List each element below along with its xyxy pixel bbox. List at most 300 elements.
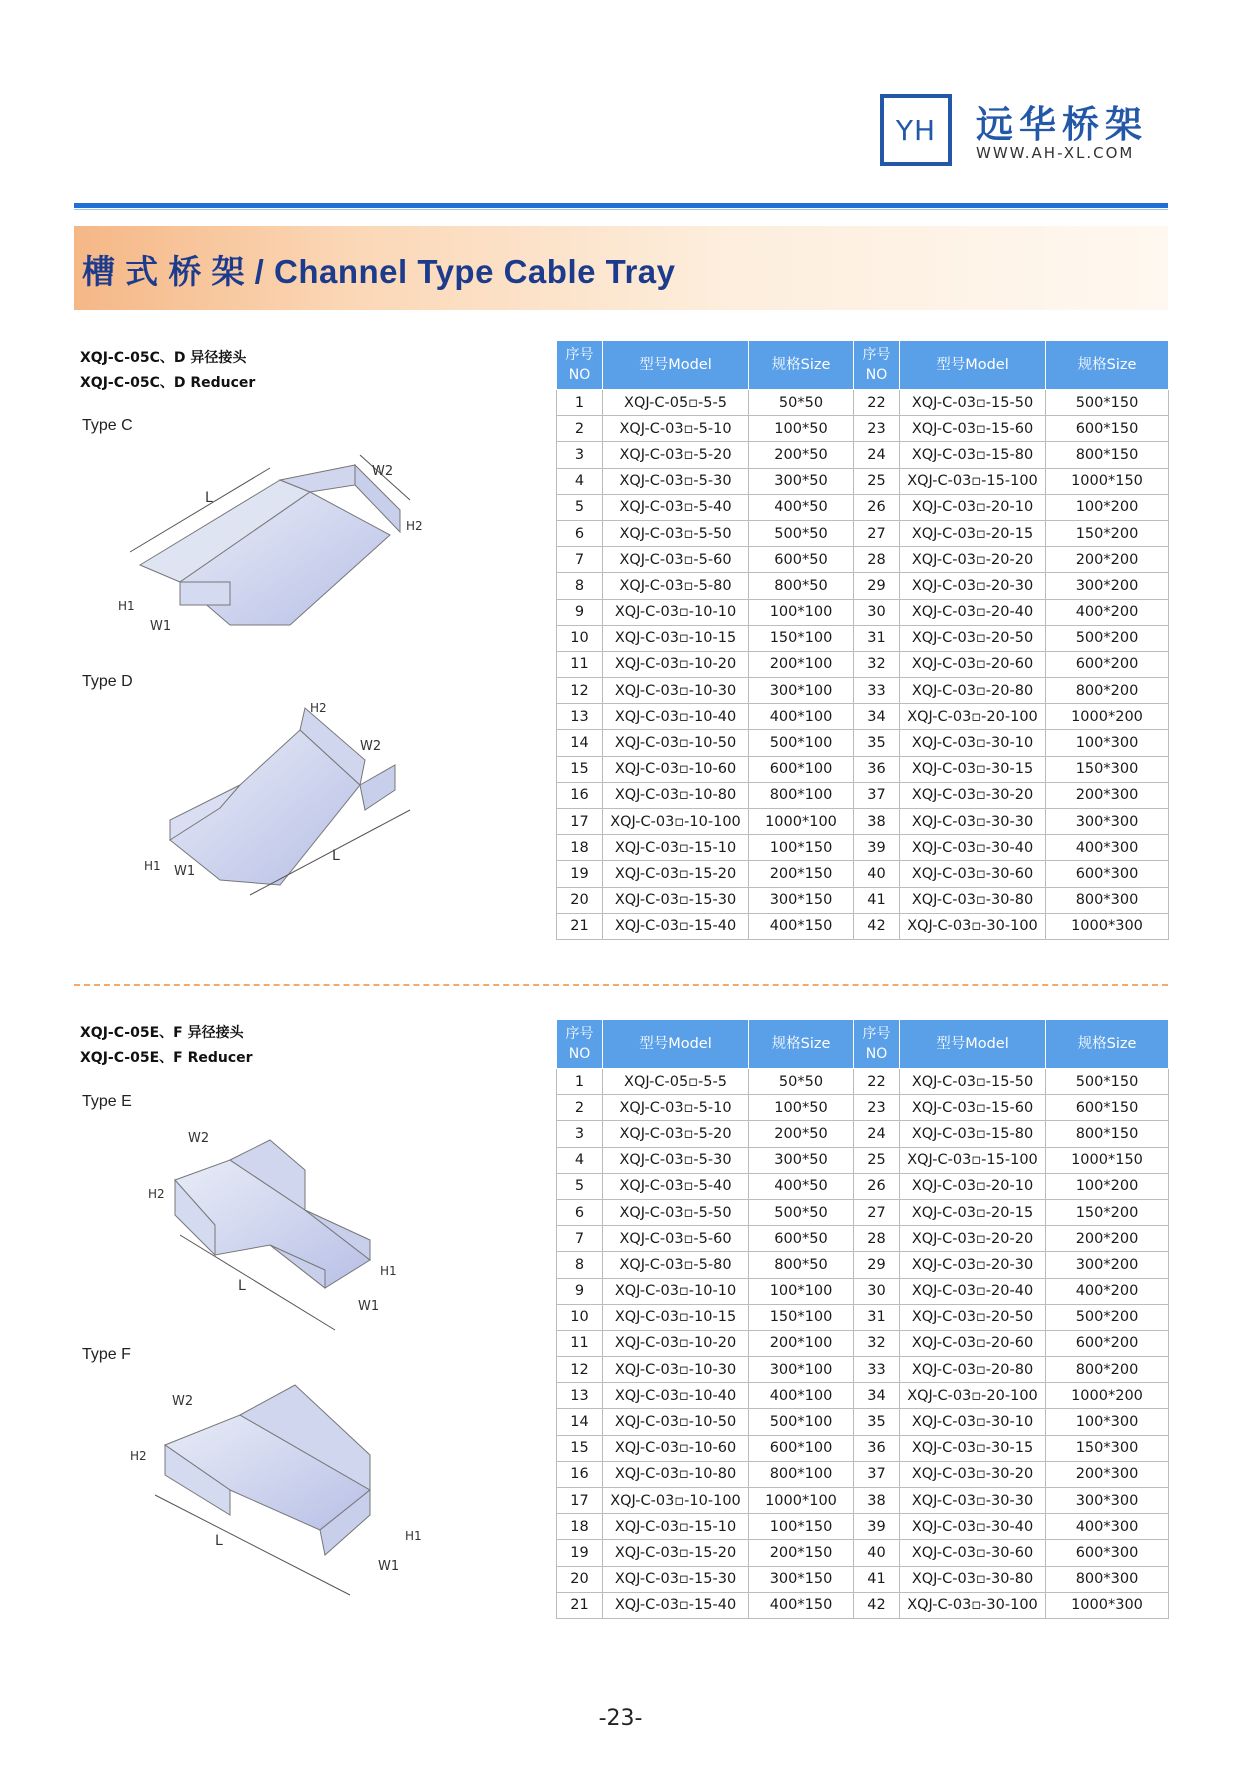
dim-L-label: L	[215, 1533, 223, 1549]
col-no-en: NO	[865, 367, 888, 383]
cell-model: XQJ-C-03▫-30-40	[900, 835, 1046, 861]
cell-size: 100*100	[749, 1278, 854, 1304]
cell-size: 800*150	[1046, 442, 1169, 468]
cell-no: 20	[557, 1566, 603, 1592]
cell-model: XQJ-C-03▫-15-40	[603, 913, 749, 939]
dim-W2-label: W2	[372, 464, 394, 479]
cell-size: 100*50	[749, 416, 854, 442]
cell-no: 12	[557, 678, 603, 704]
cell-size: 800*100	[749, 782, 854, 808]
cell-no: 23	[854, 416, 900, 442]
col-size: 规格Size	[749, 1020, 854, 1069]
cell-no: 37	[854, 782, 900, 808]
cell-model: XQJ-C-03▫-15-60	[900, 1095, 1046, 1121]
table-row	[557, 468, 1169, 494]
cell-no: 18	[557, 1514, 603, 1540]
cell-size: 800*300	[1046, 887, 1169, 913]
cell-model: XQJ-C-03▫-10-100	[603, 809, 749, 835]
cell-size: 200*50	[749, 442, 854, 468]
cell-no: 6	[557, 1199, 603, 1225]
cell-no: 28	[854, 547, 900, 573]
table-row	[557, 861, 1169, 887]
cell-no: 21	[557, 913, 603, 939]
cell-size: 100*50	[749, 1095, 854, 1121]
cell-size: 600*200	[1046, 651, 1169, 677]
cell-no: 9	[557, 599, 603, 625]
cell-model: XQJ-C-03▫-10-80	[603, 782, 749, 808]
dim-H1-label: H1	[118, 599, 135, 613]
cell-no: 16	[557, 1461, 603, 1487]
cell-size: 400*100	[749, 1383, 854, 1409]
dim-L-label: L	[238, 1278, 246, 1294]
dim-H2-label: H2	[130, 1449, 147, 1463]
dim-W2-label: W2	[188, 1131, 210, 1146]
cell-no: 17	[557, 809, 603, 835]
cell-model: XQJ-C-03▫-30-30	[900, 809, 1046, 835]
cell-model: XQJ-C-03▫-20-30	[900, 1252, 1046, 1278]
cell-model: XQJ-C-03▫-10-10	[603, 1278, 749, 1304]
cell-size: 200*200	[1046, 1226, 1169, 1252]
cell-no: 12	[557, 1357, 603, 1383]
table-row	[557, 887, 1169, 913]
table-row	[557, 1226, 1169, 1252]
cell-no: 41	[854, 1566, 900, 1592]
cell-size: 800*50	[749, 1252, 854, 1278]
dim-W1-label: W1	[378, 1559, 400, 1574]
cell-size: 500*150	[1046, 1069, 1169, 1095]
cell-model: XQJ-C-03▫-15-30	[603, 1566, 749, 1592]
cell-model: XQJ-C-03▫-20-80	[900, 678, 1046, 704]
cell-model: XQJ-C-03▫-15-100	[900, 1147, 1046, 1173]
table-row	[557, 756, 1169, 782]
dim-H2-label: H2	[406, 519, 423, 533]
cell-model: XQJ-C-05▫-5-5	[603, 1069, 749, 1095]
logo-mark	[880, 94, 952, 166]
header-rule-thin	[74, 209, 1168, 210]
cell-size: 400*200	[1046, 1278, 1169, 1304]
col-size: 规格Size	[1046, 1020, 1169, 1069]
cell-model: XQJ-C-03▫-5-20	[603, 1121, 749, 1147]
cell-size: 300*300	[1046, 1488, 1169, 1514]
cell-size: 200*100	[749, 1330, 854, 1356]
cell-no: 30	[854, 1278, 900, 1304]
cell-size: 300*200	[1046, 573, 1169, 599]
table-row	[557, 704, 1169, 730]
cell-size: 300*50	[749, 1147, 854, 1173]
cell-size: 1000*300	[1046, 1592, 1169, 1618]
cell-size: 200*300	[1046, 1461, 1169, 1487]
cell-no: 35	[854, 730, 900, 756]
table-row	[557, 1199, 1169, 1225]
cell-model: XQJ-C-03▫-5-20	[603, 442, 749, 468]
cell-no: 37	[854, 1461, 900, 1487]
cell-no: 8	[557, 573, 603, 599]
cell-no: 18	[557, 835, 603, 861]
cell-no: 14	[557, 730, 603, 756]
cell-size: 400*50	[749, 1173, 854, 1199]
cell-size: 600*100	[749, 756, 854, 782]
cell-size: 150*200	[1046, 1199, 1169, 1225]
dim-W1-label: W1	[174, 864, 196, 879]
cell-model: XQJ-C-03▫-10-30	[603, 678, 749, 704]
cell-model: XQJ-C-03▫-15-20	[603, 861, 749, 887]
cell-model: XQJ-C-03▫-10-40	[603, 704, 749, 730]
cell-size: 1000*100	[749, 1488, 854, 1514]
table-row	[557, 625, 1169, 651]
cell-model: XQJ-C-03▫-20-100	[900, 704, 1046, 730]
cell-size: 400*100	[749, 704, 854, 730]
cell-model: XQJ-C-03▫-10-20	[603, 651, 749, 677]
col-model: 型号Model	[900, 341, 1046, 390]
table-row	[557, 1173, 1169, 1199]
cell-no: 15	[557, 1435, 603, 1461]
section1-heading-en: XQJ-C-05C、D Reducer	[80, 375, 256, 391]
cell-size: 300*150	[749, 1566, 854, 1592]
cell-model: XQJ-C-03▫-20-15	[900, 1199, 1046, 1225]
cell-model: XQJ-C-03▫-15-20	[603, 1540, 749, 1566]
cell-model: XQJ-C-03▫-5-30	[603, 468, 749, 494]
cell-size: 500*50	[749, 1199, 854, 1225]
table-row	[557, 573, 1169, 599]
cell-model: XQJ-C-03▫-10-50	[603, 730, 749, 756]
cell-no: 11	[557, 651, 603, 677]
cell-size: 150*300	[1046, 1435, 1169, 1461]
cell-no: 7	[557, 1226, 603, 1252]
type-c-label: Type C	[82, 417, 133, 434]
cell-model: XQJ-C-03▫-5-10	[603, 416, 749, 442]
title-band	[74, 226, 1168, 310]
col-no	[854, 1020, 900, 1069]
cell-model: XQJ-C-03▫-15-80	[900, 1121, 1046, 1147]
cell-model: XQJ-C-03▫-5-40	[603, 494, 749, 520]
dim-H2-label: H2	[310, 701, 327, 715]
cell-no: 26	[854, 1173, 900, 1199]
dim-W2-label: W2	[360, 739, 382, 754]
section2-heading-cn: XQJ-C-05E、F 异径接头	[80, 1025, 244, 1041]
cell-model: XQJ-C-03▫-20-60	[900, 651, 1046, 677]
cell-size: 300*200	[1046, 1252, 1169, 1278]
cell-size: 150*300	[1046, 756, 1169, 782]
cell-size: 800*50	[749, 573, 854, 599]
cell-model: XQJ-C-03▫-30-10	[900, 730, 1046, 756]
cell-no: 25	[854, 468, 900, 494]
col-no-cn: 序号	[565, 1026, 594, 1042]
cell-model: XQJ-C-03▫-20-20	[900, 1226, 1046, 1252]
cell-size: 1000*150	[1046, 1147, 1169, 1173]
table-row	[557, 913, 1169, 939]
table-row	[557, 1461, 1169, 1487]
col-size: 规格Size	[1046, 341, 1169, 390]
table-row	[557, 390, 1169, 416]
type-d-label: Type D	[82, 673, 133, 690]
section1-heading-cn: XQJ-C-05C、D 异径接头	[80, 350, 247, 366]
cell-model: XQJ-C-03▫-20-50	[900, 1304, 1046, 1330]
cell-no: 8	[557, 1252, 603, 1278]
dim-H1-label: H1	[405, 1529, 422, 1543]
table-row	[557, 520, 1169, 546]
table-row	[557, 547, 1169, 573]
cell-model: XQJ-C-03▫-30-100	[900, 1592, 1046, 1618]
cell-model: XQJ-C-03▫-5-60	[603, 547, 749, 573]
cell-size: 100*300	[1046, 730, 1169, 756]
cell-size: 200*50	[749, 1121, 854, 1147]
cell-no: 30	[854, 599, 900, 625]
cell-model: XQJ-C-03▫-10-50	[603, 1409, 749, 1435]
type-f-diagram	[120, 1365, 430, 1600]
type-d-diagram	[130, 690, 430, 905]
cell-no: 2	[557, 416, 603, 442]
table-row	[557, 599, 1169, 625]
cell-size: 600*200	[1046, 1330, 1169, 1356]
cell-size: 800*150	[1046, 1121, 1169, 1147]
cell-model: XQJ-C-03▫-30-30	[900, 1488, 1046, 1514]
cell-no: 28	[854, 1226, 900, 1252]
cell-model: XQJ-C-03▫-20-20	[900, 547, 1046, 573]
cell-size: 200*200	[1046, 547, 1169, 573]
cell-model: XQJ-C-03▫-30-40	[900, 1514, 1046, 1540]
cell-model: XQJ-C-03▫-30-60	[900, 861, 1046, 887]
cell-model: XQJ-C-03▫-20-40	[900, 1278, 1046, 1304]
cell-no: 27	[854, 520, 900, 546]
cell-no: 42	[854, 913, 900, 939]
cell-model: XQJ-C-03▫-20-10	[900, 1173, 1046, 1199]
cell-no: 11	[557, 1330, 603, 1356]
logo-name: 远华桥架	[976, 103, 1148, 146]
cell-no: 4	[557, 1147, 603, 1173]
type-e-diagram	[140, 1110, 420, 1345]
cell-model: XQJ-C-03▫-10-80	[603, 1461, 749, 1487]
cell-size: 400*200	[1046, 599, 1169, 625]
cell-size: 1000*300	[1046, 913, 1169, 939]
cell-no: 10	[557, 625, 603, 651]
cell-model: XQJ-C-03▫-30-60	[900, 1540, 1046, 1566]
cell-no: 31	[854, 1304, 900, 1330]
table-row	[557, 442, 1169, 468]
cell-no: 5	[557, 494, 603, 520]
cell-model: XQJ-C-03▫-15-10	[603, 1514, 749, 1540]
cell-no: 15	[557, 756, 603, 782]
table-row	[557, 1304, 1169, 1330]
table-row	[557, 1330, 1169, 1356]
dim-W1-label: W1	[150, 619, 172, 634]
table-row	[557, 835, 1169, 861]
cell-no: 22	[854, 390, 900, 416]
cell-model: XQJ-C-03▫-5-10	[603, 1095, 749, 1121]
cell-no: 5	[557, 1173, 603, 1199]
cell-size: 600*300	[1046, 1540, 1169, 1566]
cell-size: 300*100	[749, 678, 854, 704]
header-rule	[74, 203, 1168, 208]
dim-L-label: L	[205, 490, 213, 506]
col-no-en: NO	[568, 1046, 591, 1062]
cell-no: 33	[854, 678, 900, 704]
cell-model: XQJ-C-03▫-5-50	[603, 520, 749, 546]
cell-model: XQJ-C-03▫-10-10	[603, 599, 749, 625]
cell-size: 100*200	[1046, 1173, 1169, 1199]
table-row	[557, 651, 1169, 677]
table-row	[557, 1095, 1169, 1121]
cell-model: XQJ-C-03▫-5-80	[603, 573, 749, 599]
dim-W1-label: W1	[358, 1299, 380, 1314]
cell-no: 7	[557, 547, 603, 573]
cell-size: 400*50	[749, 494, 854, 520]
cell-no: 19	[557, 861, 603, 887]
table-row	[557, 1488, 1169, 1514]
cell-size: 100*300	[1046, 1409, 1169, 1435]
cell-model: XQJ-C-03▫-20-60	[900, 1330, 1046, 1356]
table-row	[557, 1514, 1169, 1540]
cell-no: 27	[854, 1199, 900, 1225]
cell-size: 300*100	[749, 1357, 854, 1383]
cell-no: 3	[557, 1121, 603, 1147]
cell-size: 300*50	[749, 468, 854, 494]
cell-model: XQJ-C-03▫-5-50	[603, 1199, 749, 1225]
cell-model: XQJ-C-03▫-10-20	[603, 1330, 749, 1356]
cell-size: 1000*200	[1046, 704, 1169, 730]
cell-size: 500*50	[749, 520, 854, 546]
cell-size: 600*300	[1046, 861, 1169, 887]
cell-no: 36	[854, 756, 900, 782]
col-no-en: NO	[568, 367, 591, 383]
cell-model: XQJ-C-03▫-5-60	[603, 1226, 749, 1252]
cell-no: 24	[854, 1121, 900, 1147]
cell-no: 31	[854, 625, 900, 651]
company-logo	[880, 94, 1160, 170]
cell-model: XQJ-C-03▫-15-10	[603, 835, 749, 861]
cell-no: 29	[854, 1252, 900, 1278]
logo-url: WWW.AH-XL.COM	[976, 144, 1135, 162]
type-e-label: Type E	[82, 1093, 132, 1110]
dim-H1-label: H1	[144, 859, 161, 873]
cell-model: XQJ-C-03▫-10-15	[603, 1304, 749, 1330]
table-row	[557, 1383, 1169, 1409]
cell-model: XQJ-C-03▫-15-40	[603, 1592, 749, 1618]
cell-size: 1000*200	[1046, 1383, 1169, 1409]
cell-size: 800*200	[1046, 1357, 1169, 1383]
cell-model: XQJ-C-03▫-20-100	[900, 1383, 1046, 1409]
col-no-cn: 序号	[565, 347, 594, 363]
dim-H2-label: H2	[148, 1187, 165, 1201]
section-divider	[74, 984, 1168, 986]
col-no-cn: 序号	[862, 1026, 891, 1042]
cell-no: 16	[557, 782, 603, 808]
cell-size: 500*200	[1046, 625, 1169, 651]
cell-model: XQJ-C-03▫-10-60	[603, 1435, 749, 1461]
table-row	[557, 1147, 1169, 1173]
cell-no: 1	[557, 390, 603, 416]
cell-model: XQJ-C-03▫-20-40	[900, 599, 1046, 625]
cell-no: 42	[854, 1592, 900, 1618]
cell-size: 100*150	[749, 1514, 854, 1540]
cell-no: 9	[557, 1278, 603, 1304]
cell-no: 38	[854, 1488, 900, 1514]
cell-no: 39	[854, 1514, 900, 1540]
cell-model: XQJ-C-03▫-30-80	[900, 1566, 1046, 1592]
table-row	[557, 1278, 1169, 1304]
cell-size: 500*100	[749, 1409, 854, 1435]
cell-no: 13	[557, 704, 603, 730]
cell-size: 200*150	[749, 1540, 854, 1566]
table-row	[557, 1069, 1169, 1095]
table-row	[557, 809, 1169, 835]
cell-model: XQJ-C-03▫-5-40	[603, 1173, 749, 1199]
cell-size: 600*50	[749, 1226, 854, 1252]
cell-model: XQJ-C-03▫-30-20	[900, 782, 1046, 808]
cell-model: XQJ-C-03▫-30-20	[900, 1461, 1046, 1487]
cell-model: XQJ-C-03▫-15-50	[900, 390, 1046, 416]
cell-model: XQJ-C-03▫-5-80	[603, 1252, 749, 1278]
cell-model: XQJ-C-03▫-10-40	[603, 1383, 749, 1409]
cell-model: XQJ-C-03▫-15-30	[603, 887, 749, 913]
cell-model: XQJ-C-03▫-15-100	[900, 468, 1046, 494]
cell-size: 150*100	[749, 1304, 854, 1330]
cell-no: 4	[557, 468, 603, 494]
cell-model: XQJ-C-03▫-20-15	[900, 520, 1046, 546]
cell-size: 400*300	[1046, 835, 1169, 861]
cell-size: 200*300	[1046, 782, 1169, 808]
cell-size: 150*200	[1046, 520, 1169, 546]
cell-size: 150*100	[749, 625, 854, 651]
col-no	[854, 341, 900, 390]
table-row	[557, 678, 1169, 704]
cell-size: 50*50	[749, 390, 854, 416]
cell-size: 400*150	[749, 1592, 854, 1618]
cell-model: XQJ-C-03▫-5-30	[603, 1147, 749, 1173]
cell-no: 40	[854, 861, 900, 887]
cell-no: 21	[557, 1592, 603, 1618]
cell-size: 50*50	[749, 1069, 854, 1095]
table-row	[557, 1121, 1169, 1147]
cell-no: 2	[557, 1095, 603, 1121]
cell-size: 100*200	[1046, 494, 1169, 520]
cell-no: 1	[557, 1069, 603, 1095]
cell-size: 800*200	[1046, 678, 1169, 704]
table-row	[557, 1540, 1169, 1566]
cell-model: XQJ-C-03▫-10-60	[603, 756, 749, 782]
cell-model: XQJ-C-03▫-30-80	[900, 887, 1046, 913]
cell-no: 35	[854, 1409, 900, 1435]
col-size: 规格Size	[749, 341, 854, 390]
table-row	[557, 782, 1169, 808]
cell-model: XQJ-C-03▫-20-10	[900, 494, 1046, 520]
col-model: 型号Model	[603, 1020, 749, 1069]
cell-size: 400*150	[749, 913, 854, 939]
cell-size: 300*300	[1046, 809, 1169, 835]
cell-size: 600*150	[1046, 416, 1169, 442]
cell-size: 600*100	[749, 1435, 854, 1461]
cell-size: 200*100	[749, 651, 854, 677]
cell-model: XQJ-C-03▫-15-80	[900, 442, 1046, 468]
cell-no: 22	[854, 1069, 900, 1095]
cell-no: 25	[854, 1147, 900, 1173]
col-no-cn: 序号	[862, 347, 891, 363]
page-number: -23-	[598, 1706, 643, 1731]
cell-model: XQJ-C-03▫-30-15	[900, 756, 1046, 782]
cell-size: 500*100	[749, 730, 854, 756]
cell-size: 500*200	[1046, 1304, 1169, 1330]
cell-model: XQJ-C-03▫-20-50	[900, 625, 1046, 651]
cell-no: 17	[557, 1488, 603, 1514]
cell-no: 19	[557, 1540, 603, 1566]
cell-model: XQJ-C-03▫-10-100	[603, 1488, 749, 1514]
table-row	[557, 730, 1169, 756]
type-f-label: Type F	[82, 1346, 131, 1363]
cell-no: 3	[557, 442, 603, 468]
cell-size: 600*50	[749, 547, 854, 573]
table-header-row	[557, 1020, 1169, 1069]
cell-no: 23	[854, 1095, 900, 1121]
cell-size: 400*300	[1046, 1514, 1169, 1540]
